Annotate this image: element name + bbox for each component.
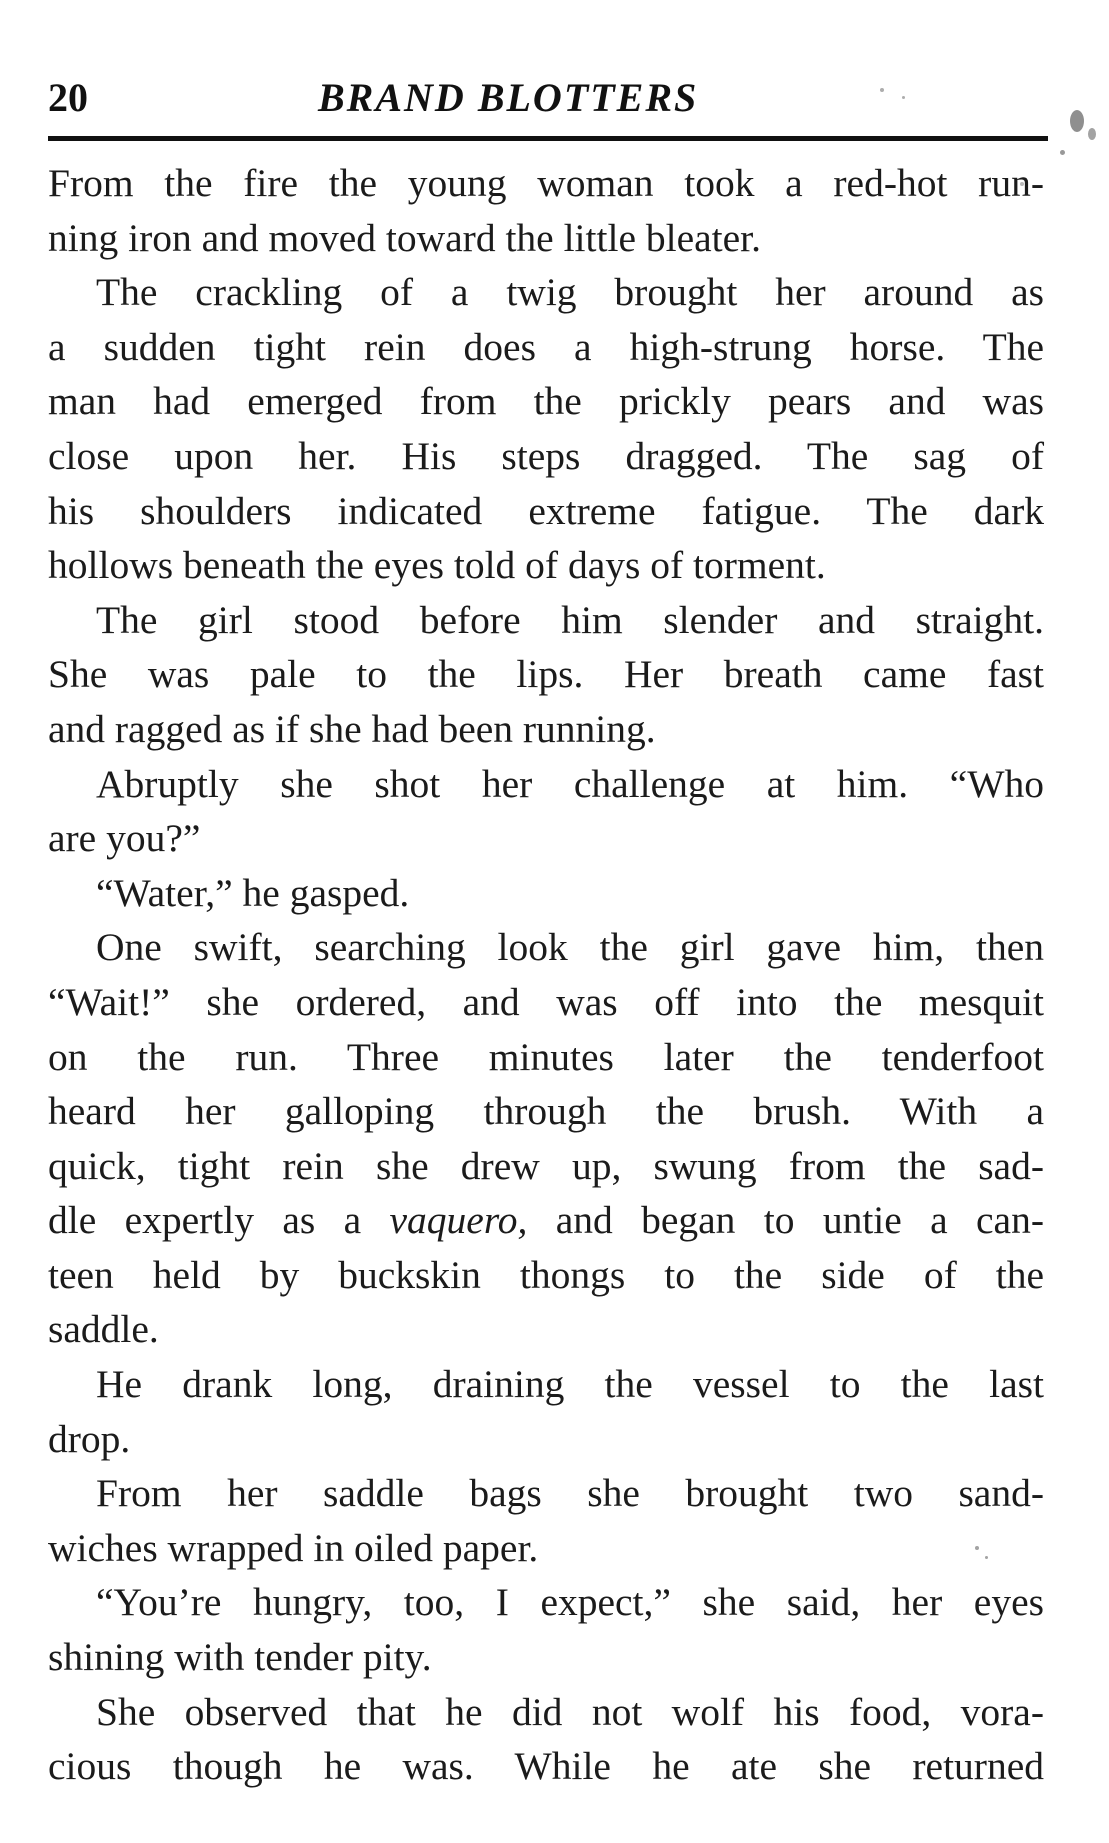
text-line: are you?” — [48, 816, 201, 861]
text-line: man had emerged from the prickly pears and was — [48, 379, 1044, 424]
text-line: and ragged as if she had been running. — [48, 706, 656, 751]
text-line: “Wait!” she ordered, and was off into the mesquit — [48, 979, 1044, 1024]
text-line: One swift, searching look the girl gave him, then — [96, 925, 1044, 970]
ink-speck — [1060, 150, 1065, 155]
text-segment: dle expertly as a — [48, 1198, 390, 1243]
text-line: ning iron and moved toward the little bleater. — [48, 215, 762, 260]
text-line: quick, tight rein she drew up, swung from the sad- — [48, 1143, 1044, 1188]
ink-speck — [1070, 110, 1084, 132]
text-line: saddle. — [48, 1307, 159, 1352]
text-line: shining with tender pity. — [48, 1635, 432, 1680]
text-line: She was pale to the lips. Her breath came fast — [48, 652, 1044, 697]
text-line: “You’re hungry, too, I expect,” she said, her eyes — [96, 1580, 1044, 1625]
text-segment: and began to untie a can- — [527, 1198, 1044, 1243]
text-line: a sudden tight rein does a high-strung horse. The — [48, 324, 1044, 369]
text-line: his shoulders indicated extreme fatigue. The dark — [48, 488, 1044, 533]
text-line: The crackling of a twig brought her around as — [96, 270, 1044, 315]
italic-word: vaquero, — [389, 1198, 528, 1243]
ink-speck — [1088, 128, 1096, 140]
text-line: hollows beneath the eyes told of days of torment. — [48, 543, 826, 588]
running-title: BRAND BLOTTERS — [318, 75, 699, 120]
text-line — [48, 1193, 1044, 1248]
text-line: teen held by buckskin thongs to the side of the — [48, 1252, 1044, 1297]
text-line: Abruptly she shot her challenge at him. “Who — [96, 761, 1044, 806]
header-rule — [48, 136, 1048, 141]
page-number: 20 — [48, 75, 88, 120]
text-line: She observed that he did not wolf his food, vora- — [96, 1689, 1044, 1734]
text-line: close upon her. His steps dragged. The sag of — [48, 433, 1044, 478]
text-line: on the run. Three minutes later the tenderfoot — [48, 1034, 1044, 1079]
text-line: wiches wrapped in oiled paper. — [48, 1525, 539, 1570]
page-header — [48, 68, 1048, 128]
text-line: The girl stood before him slender and straight. — [96, 597, 1044, 642]
text-line: He drank long, draining the vessel to the last — [96, 1362, 1044, 1407]
ink-speck — [902, 96, 905, 99]
ink-speck — [975, 1546, 979, 1550]
ink-speck — [1020, 182, 1024, 186]
text-line: heard her galloping through the brush. With a — [48, 1089, 1044, 1134]
text-line: From the fire the young woman took a red-hot run- — [48, 161, 1044, 205]
text-line: drop. — [48, 1416, 131, 1461]
body-text — [48, 156, 1044, 1794]
text-line: From her saddle bags she brought two sand- — [96, 1471, 1044, 1516]
text-line: “Water,” he gasped. — [96, 870, 410, 915]
text-line: cious though he was. While he ate she returned — [48, 1744, 1044, 1789]
ink-speck — [880, 88, 884, 92]
ink-speck — [985, 1556, 988, 1559]
